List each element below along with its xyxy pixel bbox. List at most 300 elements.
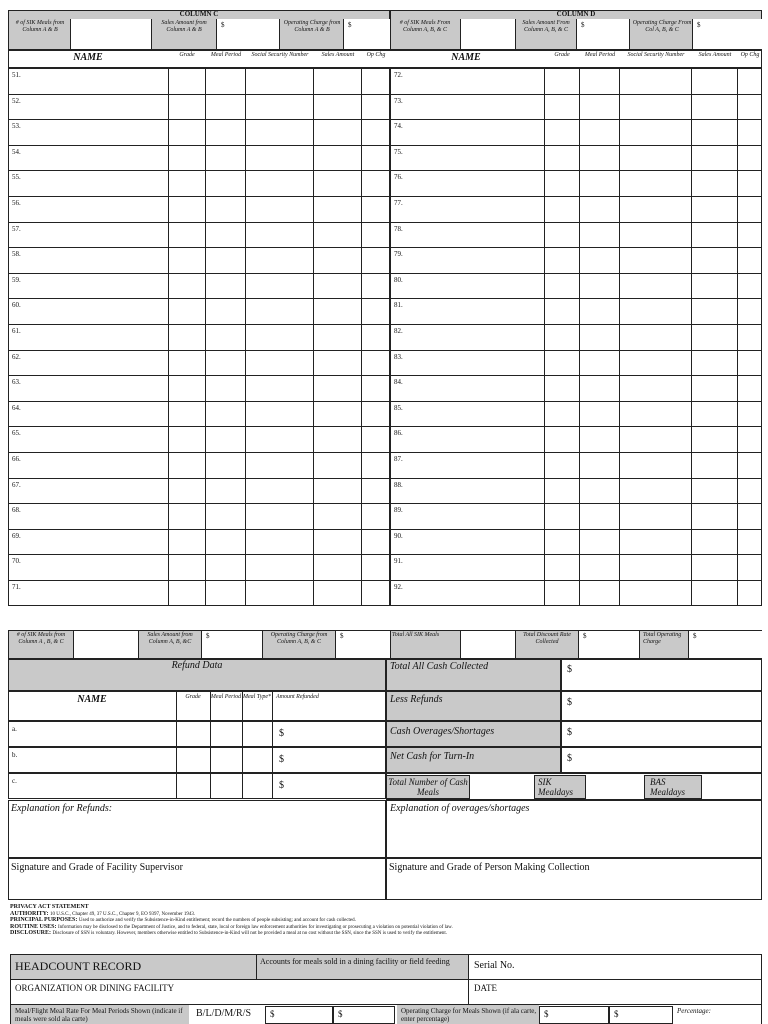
meal-period-cell[interactable] xyxy=(206,401,246,427)
header-grade-c: Grade xyxy=(179,52,195,58)
meal-period-cell[interactable] xyxy=(206,120,246,146)
sales-amount-cell[interactable] xyxy=(314,427,362,453)
name-cell[interactable] xyxy=(9,145,169,171)
op-chg-cell[interactable] xyxy=(738,401,762,427)
row-number: 82. xyxy=(394,326,403,335)
ssn-cell[interactable] xyxy=(620,273,692,299)
name-cell[interactable] xyxy=(391,273,545,299)
sales-amount-cell[interactable] xyxy=(314,171,362,197)
sales-amount-cell[interactable] xyxy=(314,120,362,146)
grade-cell[interactable] xyxy=(168,120,206,146)
ssn-cell[interactable] xyxy=(246,401,314,427)
op-chg-cell[interactable] xyxy=(738,529,762,555)
meal-period-cell[interactable] xyxy=(206,555,246,581)
grade-cell[interactable] xyxy=(544,222,580,248)
meal-period-cell[interactable] xyxy=(206,299,246,325)
meal-period-cell[interactable] xyxy=(206,427,246,453)
ssn-cell[interactable] xyxy=(620,376,692,402)
meal-period-cell[interactable] xyxy=(206,69,246,95)
name-cell[interactable] xyxy=(391,196,545,222)
grade-cell[interactable] xyxy=(544,145,580,171)
meal-period-cell[interactable] xyxy=(206,350,246,376)
meal-period-cell[interactable] xyxy=(206,145,246,171)
opchg-field-2[interactable] xyxy=(609,1006,673,1024)
name-cell[interactable] xyxy=(391,324,545,350)
meal-period-cell[interactable] xyxy=(580,94,620,120)
ssn-cell[interactable] xyxy=(620,478,692,504)
grade-cell[interactable] xyxy=(168,299,206,325)
grade-cell[interactable] xyxy=(168,222,206,248)
refund-row[interactable] xyxy=(8,773,386,799)
meal-period-cell[interactable] xyxy=(580,452,620,478)
meal-period-cell[interactable] xyxy=(206,94,246,120)
op-chg-cell[interactable] xyxy=(738,350,762,376)
meal-period-cell[interactable] xyxy=(580,350,620,376)
grade-cell[interactable] xyxy=(544,376,580,402)
name-cell[interactable] xyxy=(9,120,169,146)
sales-amount-cell[interactable] xyxy=(692,145,738,171)
name-cell[interactable] xyxy=(9,299,169,325)
name-cell[interactable] xyxy=(9,94,169,120)
sales-amount-cell[interactable] xyxy=(692,273,738,299)
column-c-sik-field[interactable] xyxy=(70,19,152,49)
privacy-title: PRIVACY ACT STATEMENT xyxy=(10,904,89,910)
footer-d-disc-field[interactable] xyxy=(578,631,640,658)
meal-period-cell[interactable] xyxy=(580,401,620,427)
ssn-cell[interactable] xyxy=(620,196,692,222)
table-row xyxy=(391,452,762,478)
sales-amount-cell[interactable] xyxy=(314,580,362,606)
sales-amount-cell[interactable] xyxy=(314,299,362,325)
sales-amount-cell[interactable] xyxy=(314,222,362,248)
name-cell[interactable] xyxy=(9,222,169,248)
grade-cell[interactable] xyxy=(168,196,206,222)
grade-cell[interactable] xyxy=(544,324,580,350)
name-cell[interactable] xyxy=(9,248,169,274)
name-cell[interactable] xyxy=(9,478,169,504)
meal-period-cell[interactable] xyxy=(580,248,620,274)
ssn-cell[interactable] xyxy=(246,580,314,606)
grade-cell[interactable] xyxy=(544,580,580,606)
meal-period-cell[interactable] xyxy=(206,452,246,478)
sales-amount-cell[interactable] xyxy=(692,196,738,222)
meal-period-cell[interactable] xyxy=(580,120,620,146)
column-d-sales-field[interactable] xyxy=(576,19,630,49)
net-cash-field[interactable] xyxy=(561,747,762,773)
row-number: 81. xyxy=(394,301,403,310)
name-cell[interactable] xyxy=(9,171,169,197)
refund-row[interactable] xyxy=(8,747,386,773)
meal-period-cell[interactable] xyxy=(580,427,620,453)
name-cell[interactable] xyxy=(391,555,545,581)
ssn-cell[interactable] xyxy=(246,427,314,453)
op-chg-cell[interactable] xyxy=(738,452,762,478)
table-row xyxy=(9,120,390,146)
name-cell[interactable] xyxy=(391,69,545,95)
sales-amount-cell[interactable] xyxy=(692,350,738,376)
name-cell[interactable] xyxy=(9,427,169,453)
total-cash-meals-field[interactable] xyxy=(470,775,534,799)
grade-cell[interactable] xyxy=(168,504,206,530)
sales-amount-cell[interactable] xyxy=(692,248,738,274)
name-cell[interactable] xyxy=(391,120,545,146)
name-cell[interactable] xyxy=(391,529,545,555)
ssn-cell[interactable] xyxy=(620,401,692,427)
ssn-cell[interactable] xyxy=(246,273,314,299)
grade-cell[interactable] xyxy=(544,196,580,222)
ssn-cell[interactable] xyxy=(620,248,692,274)
sales-amount-cell[interactable] xyxy=(314,478,362,504)
meal-period-cell[interactable] xyxy=(206,580,246,606)
grade-cell[interactable] xyxy=(544,478,580,504)
name-cell[interactable] xyxy=(391,504,545,530)
meal-period-cell[interactable] xyxy=(580,145,620,171)
op-chg-cell[interactable] xyxy=(362,504,390,530)
sik-mealdays-field[interactable] xyxy=(586,775,644,799)
privacy-disclosure xyxy=(10,930,760,937)
name-cell[interactable] xyxy=(9,69,169,95)
sales-amount-cell[interactable] xyxy=(692,171,738,197)
op-chg-cell[interactable] xyxy=(362,145,390,171)
column-d-opchg-field[interactable] xyxy=(692,19,762,49)
sales-amount-cell[interactable] xyxy=(692,324,738,350)
op-chg-cell[interactable] xyxy=(738,299,762,325)
sales-amount-cell[interactable] xyxy=(692,69,738,95)
table-row xyxy=(9,248,390,274)
op-chg-cell[interactable] xyxy=(738,324,762,350)
ssn-cell[interactable] xyxy=(246,350,314,376)
ssn-cell[interactable] xyxy=(620,350,692,376)
name-cell[interactable] xyxy=(9,196,169,222)
ssn-cell[interactable] xyxy=(246,555,314,581)
grade-cell[interactable] xyxy=(544,529,580,555)
meal-period-cell[interactable] xyxy=(580,222,620,248)
name-cell[interactable] xyxy=(9,452,169,478)
grade-cell[interactable] xyxy=(544,69,580,95)
ssn-cell[interactable] xyxy=(620,452,692,478)
meal-period-cell[interactable] xyxy=(580,376,620,402)
op-chg-cell[interactable] xyxy=(362,196,390,222)
meal-period-cell[interactable] xyxy=(206,273,246,299)
meal-period-cell[interactable] xyxy=(580,324,620,350)
grade-cell[interactable] xyxy=(544,452,580,478)
name-cell[interactable] xyxy=(391,299,545,325)
grade-cell[interactable] xyxy=(544,555,580,581)
bas-mealdays-field[interactable] xyxy=(702,775,762,799)
grade-cell[interactable] xyxy=(544,120,580,146)
footer-c-sik-field[interactable] xyxy=(73,631,139,658)
grade-cell[interactable] xyxy=(168,529,206,555)
meal-period-cell[interactable] xyxy=(580,69,620,95)
name-cell[interactable] xyxy=(9,529,169,555)
name-cell[interactable] xyxy=(9,350,169,376)
ssn-cell[interactable] xyxy=(620,427,692,453)
op-chg-cell[interactable] xyxy=(738,555,762,581)
op-chg-cell[interactable] xyxy=(738,69,762,95)
meal-period-cell[interactable] xyxy=(206,222,246,248)
meal-period-cell[interactable] xyxy=(206,196,246,222)
sales-amount-cell[interactable] xyxy=(314,324,362,350)
grade-cell[interactable] xyxy=(544,401,580,427)
meal-period-cell[interactable] xyxy=(580,529,620,555)
meal-period-cell[interactable] xyxy=(580,555,620,581)
op-chg-cell[interactable] xyxy=(738,145,762,171)
sales-amount-cell[interactable] xyxy=(692,376,738,402)
meal-period-cell[interactable] xyxy=(206,171,246,197)
op-chg-cell[interactable] xyxy=(362,120,390,146)
sales-amount-cell[interactable] xyxy=(692,529,738,555)
footer-c-sales-field[interactable] xyxy=(201,631,263,658)
grade-cell[interactable] xyxy=(544,248,580,274)
sales-amount-cell[interactable] xyxy=(314,94,362,120)
header-meal-period-d: Meal Period xyxy=(584,52,616,58)
op-chg-cell[interactable] xyxy=(738,171,762,197)
name-cell[interactable] xyxy=(9,324,169,350)
less-refunds-label: Less Refunds xyxy=(390,694,443,705)
op-chg-cell[interactable] xyxy=(362,69,390,95)
ssn-cell[interactable] xyxy=(246,504,314,530)
op-chg-cell[interactable] xyxy=(362,376,390,402)
grade-cell[interactable] xyxy=(168,171,206,197)
grade-cell[interactable] xyxy=(168,555,206,581)
meal-period-cell[interactable] xyxy=(206,478,246,504)
row-number: 72. xyxy=(394,71,403,79)
authority-text: 10 U.S.C., Chapter 49, 37 U.S.C., Chapter 9, EO 9397, November 1943. xyxy=(49,911,196,917)
dollar-sign: $ xyxy=(221,21,225,29)
sales-amount-cell[interactable] xyxy=(314,401,362,427)
column-c-sales-field[interactable] xyxy=(216,19,280,49)
grade-cell[interactable] xyxy=(544,273,580,299)
op-chg-cell[interactable] xyxy=(738,376,762,402)
op-chg-cell[interactable] xyxy=(362,580,390,606)
meal-rate-field-1[interactable] xyxy=(265,1006,333,1024)
name-cell[interactable] xyxy=(391,350,545,376)
grade-cell[interactable] xyxy=(168,248,206,274)
opchg-field-1[interactable] xyxy=(539,1006,609,1024)
less-refunds-field[interactable] xyxy=(561,691,762,721)
op-chg-cell[interactable] xyxy=(362,248,390,274)
ssn-cell[interactable] xyxy=(246,222,314,248)
op-chg-cell[interactable] xyxy=(362,452,390,478)
grade-cell[interactable] xyxy=(168,427,206,453)
meal-period-cell[interactable] xyxy=(206,529,246,555)
name-cell[interactable] xyxy=(9,376,169,402)
sales-amount-cell[interactable] xyxy=(692,299,738,325)
op-chg-cell[interactable] xyxy=(362,401,390,427)
meal-period-cell[interactable] xyxy=(206,376,246,402)
op-chg-cell[interactable] xyxy=(362,478,390,504)
ssn-cell[interactable] xyxy=(246,196,314,222)
name-cell[interactable] xyxy=(391,452,545,478)
grade-cell[interactable] xyxy=(168,94,206,120)
date-field[interactable] xyxy=(468,980,762,1004)
ssn-cell[interactable] xyxy=(246,248,314,274)
meal-period-cell[interactable] xyxy=(580,273,620,299)
op-chg-cell[interactable] xyxy=(362,427,390,453)
ssn-cell[interactable] xyxy=(620,222,692,248)
op-chg-cell[interactable] xyxy=(738,427,762,453)
sales-amount-cell[interactable] xyxy=(314,196,362,222)
name-cell[interactable] xyxy=(9,273,169,299)
meal-period-cell[interactable] xyxy=(206,324,246,350)
op-chg-cell[interactable] xyxy=(738,478,762,504)
grade-cell[interactable] xyxy=(168,401,206,427)
grade-cell[interactable] xyxy=(544,299,580,325)
percentage-label: Percentage: xyxy=(677,1007,711,1015)
op-chg-cell[interactable] xyxy=(362,94,390,120)
op-chg-cell[interactable] xyxy=(738,580,762,606)
refund-row[interactable] xyxy=(8,721,386,747)
grade-cell[interactable] xyxy=(168,350,206,376)
grade-cell[interactable] xyxy=(168,376,206,402)
cash-collected-field[interactable] xyxy=(561,659,762,691)
grade-cell[interactable] xyxy=(168,273,206,299)
sales-amount-cell[interactable] xyxy=(692,580,738,606)
sales-amount-cell[interactable] xyxy=(314,504,362,530)
op-chg-cell[interactable] xyxy=(738,196,762,222)
ssn-cell[interactable] xyxy=(620,69,692,95)
meal-period-cell[interactable] xyxy=(580,196,620,222)
ssn-cell[interactable] xyxy=(620,171,692,197)
grade-cell[interactable] xyxy=(168,478,206,504)
sales-amount-cell[interactable] xyxy=(314,145,362,171)
grade-cell[interactable] xyxy=(168,324,206,350)
ssn-cell[interactable] xyxy=(246,376,314,402)
table-row xyxy=(9,145,390,171)
sales-amount-cell[interactable] xyxy=(314,273,362,299)
ssn-cell[interactable] xyxy=(620,555,692,581)
name-cell[interactable] xyxy=(9,504,169,530)
grade-cell[interactable] xyxy=(168,452,206,478)
ssn-cell[interactable] xyxy=(620,299,692,325)
op-chg-cell[interactable] xyxy=(362,273,390,299)
footer-d-opchg-field[interactable] xyxy=(688,631,762,658)
dollar-sign: $ xyxy=(338,1009,343,1019)
header-meal-period-c: Meal Period xyxy=(210,52,242,58)
op-chg-cell[interactable] xyxy=(738,248,762,274)
sales-amount-cell[interactable] xyxy=(314,350,362,376)
name-cell[interactable] xyxy=(391,427,545,453)
sales-amount-cell[interactable] xyxy=(692,427,738,453)
sales-amount-cell[interactable] xyxy=(314,529,362,555)
op-chg-cell[interactable] xyxy=(738,94,762,120)
meal-period-cell[interactable] xyxy=(580,478,620,504)
grade-cell[interactable] xyxy=(168,69,206,95)
row-number: 83. xyxy=(394,352,403,361)
grade-cell[interactable] xyxy=(544,94,580,120)
ssn-cell[interactable] xyxy=(246,452,314,478)
sales-amount-cell[interactable] xyxy=(692,478,738,504)
sales-amount-cell[interactable] xyxy=(692,94,738,120)
meal-period-cell[interactable] xyxy=(206,504,246,530)
op-chg-cell[interactable] xyxy=(738,273,762,299)
sales-amount-cell[interactable] xyxy=(314,555,362,581)
sales-amount-cell[interactable] xyxy=(314,452,362,478)
meal-rate-field-2[interactable] xyxy=(333,1006,395,1024)
grade-cell[interactable] xyxy=(544,504,580,530)
ssn-cell[interactable] xyxy=(620,504,692,530)
grade-cell[interactable] xyxy=(544,427,580,453)
ssn-cell[interactable] xyxy=(620,324,692,350)
meal-period-cell[interactable] xyxy=(580,504,620,530)
overages-field[interactable] xyxy=(561,721,762,747)
row-number: 87. xyxy=(394,454,403,463)
name-cell[interactable] xyxy=(9,580,169,606)
ssn-cell[interactable] xyxy=(246,94,314,120)
op-chg-cell[interactable] xyxy=(738,222,762,248)
name-cell[interactable] xyxy=(9,555,169,581)
op-chg-cell[interactable] xyxy=(362,350,390,376)
meal-period-cell[interactable] xyxy=(580,580,620,606)
sales-amount-cell[interactable] xyxy=(692,555,738,581)
ssn-cell[interactable] xyxy=(246,120,314,146)
ssn-cell[interactable] xyxy=(620,145,692,171)
name-cell[interactable] xyxy=(9,401,169,427)
sales-amount-cell[interactable] xyxy=(692,120,738,146)
op-chg-cell[interactable] xyxy=(362,222,390,248)
name-cell[interactable] xyxy=(391,580,545,606)
meal-period-cell[interactable] xyxy=(580,171,620,197)
op-chg-cell[interactable] xyxy=(738,120,762,146)
op-chg-cell[interactable] xyxy=(362,555,390,581)
name-cell[interactable] xyxy=(391,376,545,402)
name-cell[interactable] xyxy=(391,478,545,504)
ssn-cell[interactable] xyxy=(246,145,314,171)
sales-amount-cell[interactable] xyxy=(314,69,362,95)
ssn-cell[interactable] xyxy=(246,324,314,350)
ssn-cell[interactable] xyxy=(246,478,314,504)
op-chg-cell[interactable] xyxy=(738,504,762,530)
ssn-cell[interactable] xyxy=(620,94,692,120)
grade-cell[interactable] xyxy=(168,145,206,171)
sales-amount-cell[interactable] xyxy=(692,452,738,478)
name-cell[interactable] xyxy=(391,222,545,248)
row-number: 58. xyxy=(12,250,21,259)
ssn-cell[interactable] xyxy=(246,299,314,325)
column-c-opchg-field[interactable] xyxy=(343,19,390,49)
grade-cell[interactable] xyxy=(544,171,580,197)
column-d-sik-field[interactable] xyxy=(460,19,516,49)
headcount-accounts: Accounts for meals sold in a dining facility or field feeding xyxy=(260,957,450,966)
meal-period-cell[interactable] xyxy=(580,299,620,325)
ssn-cell[interactable] xyxy=(246,171,314,197)
ssn-cell[interactable] xyxy=(246,529,314,555)
ssn-cell[interactable] xyxy=(620,120,692,146)
name-cell[interactable] xyxy=(391,94,545,120)
name-cell[interactable] xyxy=(391,171,545,197)
grade-cell[interactable] xyxy=(544,350,580,376)
ssn-cell[interactable] xyxy=(620,529,692,555)
op-chg-cell[interactable] xyxy=(362,529,390,555)
sales-amount-cell[interactable] xyxy=(692,222,738,248)
name-cell[interactable] xyxy=(391,248,545,274)
footer-d-sik-field[interactable] xyxy=(460,631,516,658)
meal-period-cell[interactable] xyxy=(206,248,246,274)
sales-amount-cell[interactable] xyxy=(692,504,738,530)
op-chg-cell[interactable] xyxy=(362,171,390,197)
sales-amount-cell[interactable] xyxy=(314,248,362,274)
ssn-cell[interactable] xyxy=(246,69,314,95)
footer-c-opchg-field[interactable] xyxy=(335,631,390,658)
sales-amount-cell[interactable] xyxy=(314,376,362,402)
op-chg-cell[interactable] xyxy=(362,324,390,350)
ssn-cell[interactable] xyxy=(620,580,692,606)
name-cell[interactable] xyxy=(391,145,545,171)
sales-amount-cell[interactable] xyxy=(692,401,738,427)
op-chg-cell[interactable] xyxy=(362,299,390,325)
name-cell[interactable] xyxy=(391,401,545,427)
grade-cell[interactable] xyxy=(168,580,206,606)
